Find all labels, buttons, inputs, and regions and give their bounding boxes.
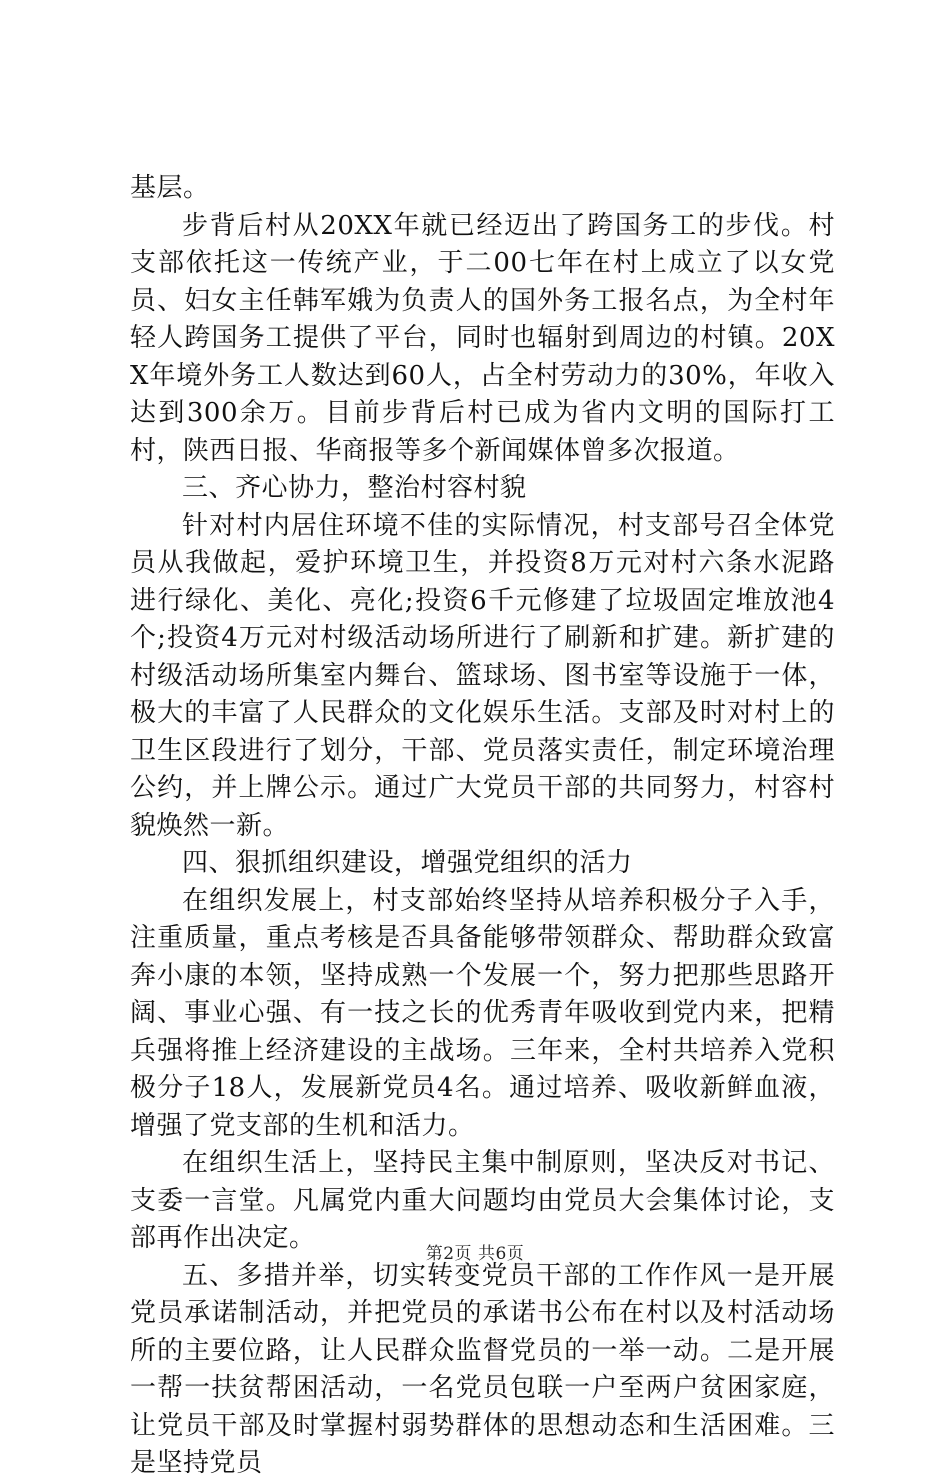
section-heading-3: 三、齐心协力，整治村容村貌: [182, 473, 527, 503]
paragraph-village-environment: 针对村内居住环境不佳的实际情况，村支部号召全体党员从我做起，爱护环境卫生，并投资8万元对村六条水泥路进行绿化、美化、亮化;投资6千元修建了垃圾固定堆放池4个;投资4万元对村级活动场所进行了刷新和扩建。新扩建的村级活动场所集室内舞台、篮球场、图书室等设施于一体，极大的丰富了人民群众的文化娱乐生活。支部及时对村上的卫生区段进行了划分，干部、党员落实责任，制定环境治理公约，并上牌公示。通过广大党员干部的共同努力，村容村貌焕然一新。: [130, 510, 835, 841]
paragraph-overseas-labor: 步背后村从20XX年就已经迈出了跨国务工的步伐。村支部依托这一传统产业，于二00七年在村上成立了以女党员、妇女主任韩军娥为负责人的国外务工报名点，为全村年轻人跨国务工提供了平台，同时也辐射到周边的村镇。20XX年境外务工人数达到60人，占全村劳动力的30%，年收入达到300余万。目前步背后村已成为省内文明的国际打工村，陕西日报、华商报等多个新闻媒体曾多次报道。: [130, 210, 835, 466]
paragraph-organization-life: 在组织生活上，坚持民主集中制原则，坚决反对书记、支委一言堂。凡属党内重大问题均由党员大会集体讨论，支部再作出决定。: [130, 1148, 835, 1253]
paragraph-organization-development: 在组织发展上，村支部始终坚持从培养积极分子入手，注重质量，重点考核是否具备能够带领群众、帮助群众致富奔小康的本领，坚持成熟一个发展一个，努力把那些思路开阔、事业心强、有一技之长的优秀青年吸收到党内来，把精兵强将推上经济建设的主战场。三年来，全村共培养入党积极分子18人，发展新党员4名。通过培养、吸收新鲜血液，增强了党支部的生机和活力。: [130, 885, 835, 1141]
paragraph-continuation: 基层。: [130, 173, 210, 203]
page-number-footer: 第2页 共6页: [425, 1244, 525, 1264]
document-body: [130, 170, 835, 1483]
paragraph-work-style: 五、多措并举，切实转变党员干部的工作作风一是开展党员承诺制活动，并把党员的承诺书公布在村以及村活动场所的主要位路，让人民群众监督党员的一举一动。二是开展一帮一扶贫帮困活动，一名党员包联一户至两户贫困家庭，让党员干部及时掌握村弱势群体的思想动态和生活困难。三是坚持党员: [130, 1260, 835, 1478]
section-heading-4: 四、狠抓组织建设，增强党组织的活力: [182, 848, 633, 878]
